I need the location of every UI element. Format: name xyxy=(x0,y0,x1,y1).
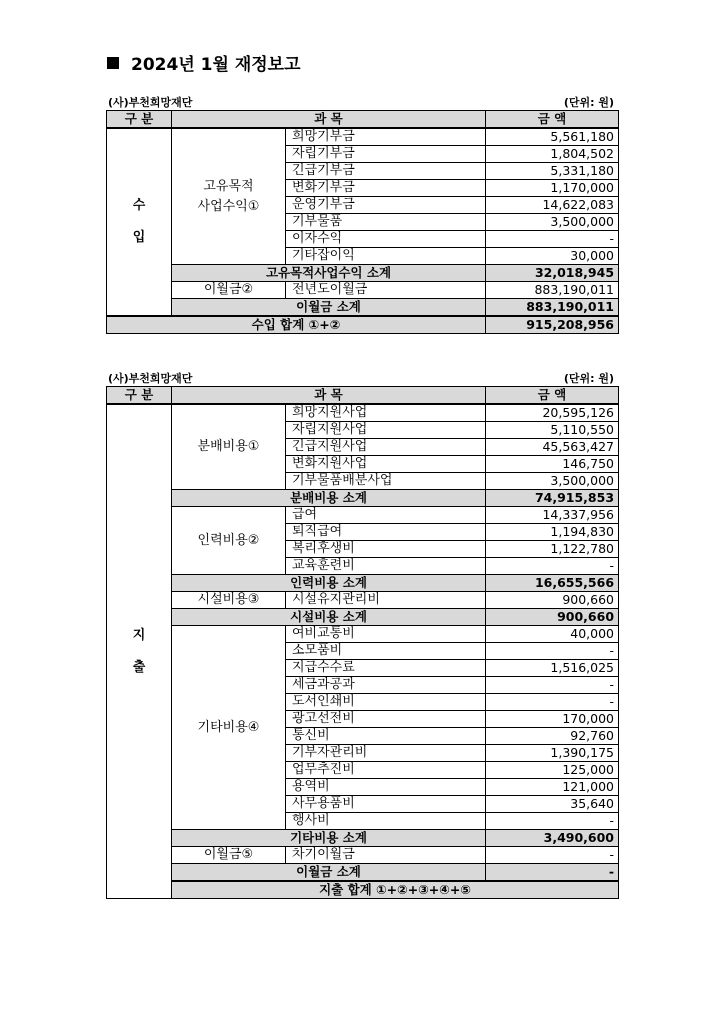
subtotal-label: 이월금 소계 xyxy=(172,299,486,316)
income-item-amount: 30,000 xyxy=(486,248,619,265)
expense-item-amount: 40,000 xyxy=(486,626,619,643)
expense-group1-subtotal-row xyxy=(107,490,619,507)
subtotal-label: 고유목적사업수익 소계 xyxy=(172,265,486,282)
expense-total-row xyxy=(107,881,619,899)
income-total-label: 수입 합계 ①+② xyxy=(107,316,486,334)
expense-item-name: 복리후생비 xyxy=(286,541,486,558)
header-category: 구 분 xyxy=(107,387,172,405)
expense-item-name: 소모품비 xyxy=(286,643,486,660)
expense-group5-subtotal-row xyxy=(107,864,619,882)
table-row xyxy=(107,592,619,609)
expense-item-amount: 35,640 xyxy=(486,796,619,813)
income-table xyxy=(106,110,619,334)
income-group1-label-line1: 고유목적 xyxy=(203,178,254,194)
expense-category-cell xyxy=(107,404,172,899)
unit-label-expense: (단위: 원) xyxy=(563,372,614,385)
income-item-amount: 883,190,011 xyxy=(486,282,619,299)
table-row xyxy=(107,404,619,422)
subtotal-amount: - xyxy=(486,864,619,882)
income-item-amount: 5,561,180 xyxy=(486,128,619,146)
expense-item-amount: 1,122,780 xyxy=(486,541,619,558)
subtotal-amount: 883,190,011 xyxy=(486,299,619,316)
expense-category-char-2: 출 xyxy=(132,659,146,675)
expense-item-amount: 3,500,000 xyxy=(486,473,619,490)
subtotal-label: 기타비용 소계 xyxy=(172,830,486,847)
expense-item-amount: - xyxy=(486,558,619,575)
income-item-name: 전년도이월금 xyxy=(286,282,486,299)
income-item-name: 운영기부금 xyxy=(286,197,486,214)
square-bullet-icon xyxy=(107,57,119,69)
subtotal-amount: 74,915,853 xyxy=(486,490,619,507)
expense-group4-label: 기타비용④ xyxy=(172,626,286,830)
table-row xyxy=(107,626,619,643)
expense-item-name: 지급수수료 xyxy=(286,660,486,677)
header-category: 구 분 xyxy=(107,111,172,129)
expense-item-amount: 170,000 xyxy=(486,711,619,728)
income-category-cell xyxy=(107,128,172,316)
expense-item-name: 사무용품비 xyxy=(286,796,486,813)
expense-item-name: 통신비 xyxy=(286,728,486,745)
income-item-amount: 1,170,000 xyxy=(486,180,619,197)
subtotal-label: 인력비용 소계 xyxy=(172,575,486,592)
income-item-amount: 14,622,083 xyxy=(486,197,619,214)
expense-item-amount: 121,000 xyxy=(486,779,619,796)
income-group1-subtotal-row xyxy=(107,265,619,282)
header-amount: 금 액 xyxy=(486,111,619,129)
expense-item-amount: 20,595,126 xyxy=(486,404,619,422)
expense-item-amount: 5,110,550 xyxy=(486,422,619,439)
expense-item-amount: 45,563,427 xyxy=(486,439,619,456)
expense-item-name: 퇴직급여 xyxy=(286,524,486,541)
subtotal-amount: 32,018,945 xyxy=(486,265,619,282)
expense-item-amount: 146,750 xyxy=(486,456,619,473)
income-item-name: 기타잡이익 xyxy=(286,248,486,265)
expense-item-name: 행사비 xyxy=(286,813,486,830)
table-row xyxy=(107,128,619,146)
expense-item-amount: 1,390,175 xyxy=(486,745,619,762)
subtotal-amount: 900,660 xyxy=(486,609,619,626)
expense-category-char-1: 지 xyxy=(132,627,146,643)
subtotal-amount: 3,490,600 xyxy=(486,830,619,847)
expense-group4-subtotal-row xyxy=(107,830,619,847)
header-subject: 과 목 xyxy=(172,111,486,129)
income-item-name: 긴급기부금 xyxy=(286,163,486,180)
expense-item-amount: 1,194,830 xyxy=(486,524,619,541)
expense-group3-label: 시설비용③ xyxy=(172,592,286,609)
unit-label-income: (단위: 원) xyxy=(563,96,614,109)
income-total-amount: 915,208,956 xyxy=(486,316,619,334)
expense-table xyxy=(106,386,619,899)
expense-item-amount: 14,337,956 xyxy=(486,507,619,524)
income-total-row xyxy=(107,316,619,334)
income-group2-subtotal-row xyxy=(107,299,619,316)
expense-group2-subtotal-row xyxy=(107,575,619,592)
subtotal-label: 시설비용 소계 xyxy=(172,609,486,626)
expense-group2-label: 인력비용② xyxy=(172,507,286,575)
income-group1-label-line2: 사업수익① xyxy=(197,198,260,214)
income-item-amount: 1,804,502 xyxy=(486,146,619,163)
income-category-char-1: 수 xyxy=(132,197,146,213)
expense-item-name: 희망지원사업 xyxy=(286,404,486,422)
org-name-income: (사)부천희망재단 xyxy=(108,96,193,109)
header-subject: 과 목 xyxy=(172,387,486,405)
table-row xyxy=(107,282,619,299)
income-item-name: 자립기부금 xyxy=(286,146,486,163)
income-item-amount: 3,500,000 xyxy=(486,214,619,231)
expense-item-amount: 900,660 xyxy=(486,592,619,609)
income-item-name: 이자수익 xyxy=(286,231,486,248)
income-item-amount: 5,331,180 xyxy=(486,163,619,180)
expense-item-name: 용역비 xyxy=(286,779,486,796)
subtotal-label: 이월금 소계 xyxy=(172,864,486,882)
expense-item-name: 교육훈련비 xyxy=(286,558,486,575)
expense-item-name: 자립지원사업 xyxy=(286,422,486,439)
expense-item-amount: 125,000 xyxy=(486,762,619,779)
header-amount: 금 액 xyxy=(486,387,619,405)
income-group1-label xyxy=(172,128,286,265)
expense-item-amount: - xyxy=(486,643,619,660)
income-category-char-2: 입 xyxy=(132,229,146,245)
income-header-row xyxy=(107,111,619,129)
expense-item-name: 기부자관리비 xyxy=(286,745,486,762)
expense-total-label: 지출 합계 ①+②+③+④+⑤ xyxy=(172,881,619,899)
expense-item-amount: 92,760 xyxy=(486,728,619,745)
income-item-name: 희망기부금 xyxy=(286,128,486,146)
expense-group1-label: 분배비용① xyxy=(172,404,286,490)
expense-header-row xyxy=(107,387,619,405)
expense-item-amount: 1,516,025 xyxy=(486,660,619,677)
expense-item-name: 급여 xyxy=(286,507,486,524)
income-item-amount: - xyxy=(486,231,619,248)
income-item-name: 기부물품 xyxy=(286,214,486,231)
expense-item-amount: - xyxy=(486,694,619,711)
expense-item-name: 변화지원사업 xyxy=(286,456,486,473)
expense-item-name: 업무추진비 xyxy=(286,762,486,779)
expense-item-amount: - xyxy=(486,813,619,830)
income-group2-label: 이월금② xyxy=(172,282,286,299)
expense-item-amount: - xyxy=(486,677,619,694)
expense-group3-subtotal-row xyxy=(107,609,619,626)
table-row xyxy=(107,507,619,524)
expense-group5-label: 이월금⑤ xyxy=(172,847,286,864)
subtotal-label: 분배비용 소계 xyxy=(172,490,486,507)
report-title xyxy=(107,50,301,75)
expense-item-name: 기부물품배분사업 xyxy=(286,473,486,490)
expense-item-name: 도서인쇄비 xyxy=(286,694,486,711)
table-row xyxy=(107,847,619,864)
org-name-expense: (사)부천희망재단 xyxy=(108,372,193,385)
subtotal-amount: 16,655,566 xyxy=(486,575,619,592)
expense-item-name: 긴급지원사업 xyxy=(286,439,486,456)
report-title-text: 2024년 1월 재정보고 xyxy=(131,55,301,75)
expense-item-name: 세금과공과 xyxy=(286,677,486,694)
income-item-name: 변화기부금 xyxy=(286,180,486,197)
expense-item-name: 차기이월금 xyxy=(286,847,486,864)
expense-item-name: 시설유지관리비 xyxy=(286,592,486,609)
expense-item-amount: - xyxy=(486,847,619,864)
expense-item-name: 여비교통비 xyxy=(286,626,486,643)
expense-item-name: 광고선전비 xyxy=(286,711,486,728)
